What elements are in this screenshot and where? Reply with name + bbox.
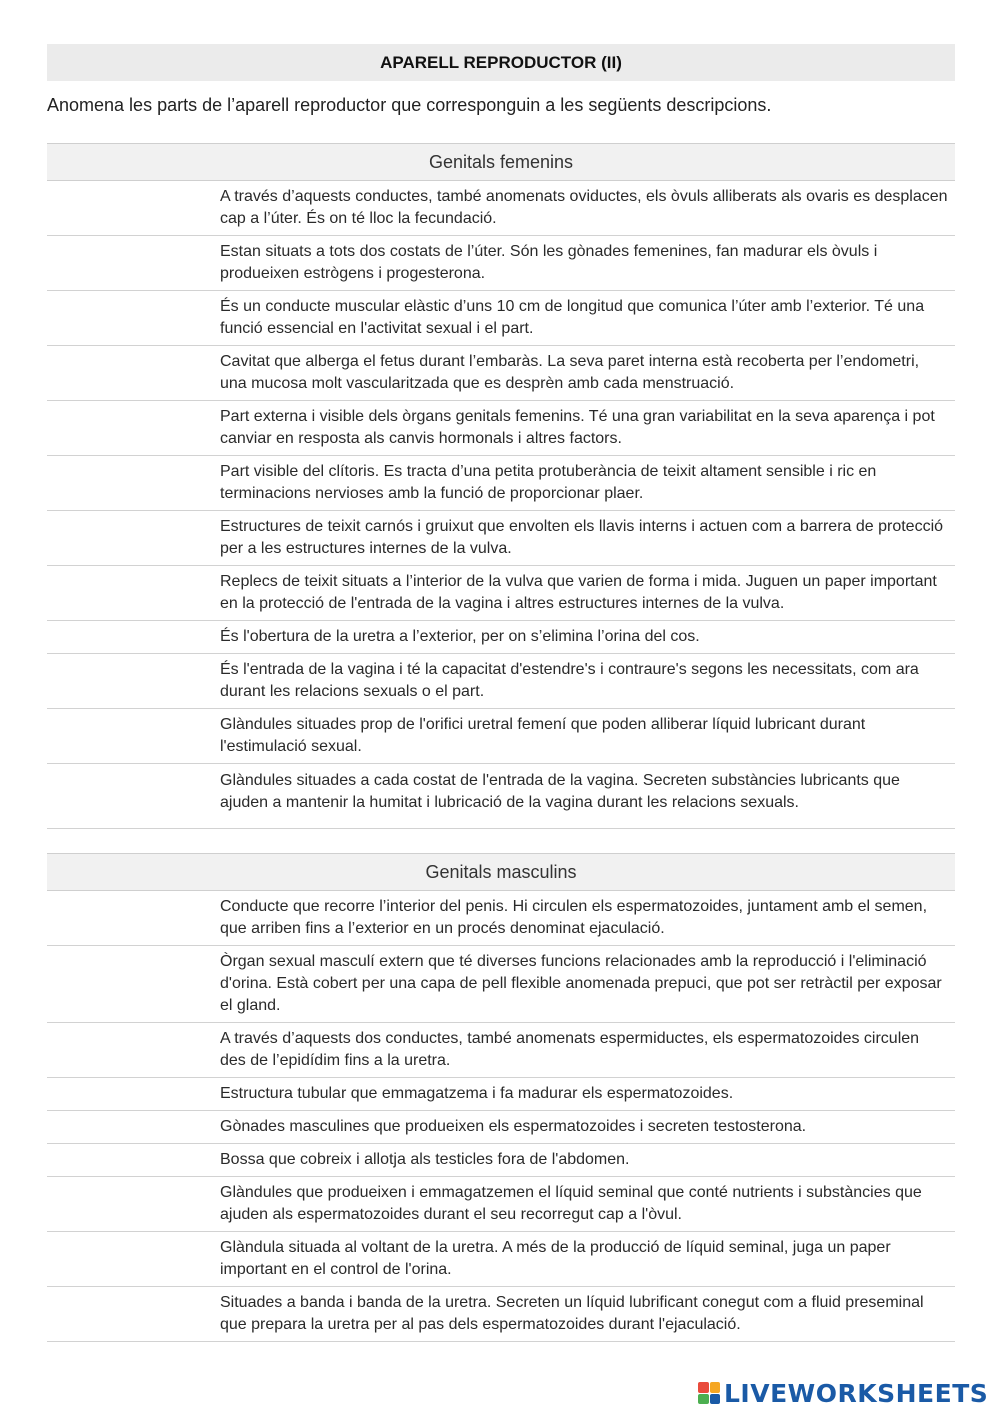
answer-row xyxy=(47,401,955,456)
answer-row xyxy=(47,621,955,654)
answer-input[interactable] xyxy=(47,621,220,653)
answer-row xyxy=(47,181,955,236)
answer-list xyxy=(47,891,955,1342)
answer-row xyxy=(47,709,955,764)
answer-row xyxy=(47,511,955,566)
description-text: A través d’aquests dos conductes, també anomenats espermiductes, els espermatozoides circulen des de l’epidídim fins a la uretra. xyxy=(220,1030,920,1069)
description-text: A través d’aquests conductes, també anomenats oviductes, els òvuls alliberats als ovaris es desplacen cap a l’úter. És on té lloc la fecundació. xyxy=(220,188,948,227)
answer-row xyxy=(47,1144,955,1177)
description-text: És un conducte muscular elàstic d’uns 10 cm de longitud que comunica l’úter amb l’exterior. Té una funció essencial en l'activitat sexual i el part. xyxy=(220,298,925,337)
description-text: Òrgan sexual masculí extern que té diverses funcions relacionades amb la reproducció i l'eliminació d'orina. Està cobert per una capa de pell flexible anomenada prepuci, que pot ser retràctil per exposar el gland. xyxy=(220,953,942,1014)
description-text: Estructures de teixit carnós i gruixut que envolten els llavis interns i actuen com a barrera de protecció per a les estructures internes de la vulva. xyxy=(220,518,944,557)
description-text: Situades a banda i banda de la uretra. Secreten un líquid lubrificant conegut com a fluid preseminal que prepara la uretra per al pas dels espermatozoides durant l'ejaculació. xyxy=(220,1294,924,1333)
answer-input[interactable] xyxy=(47,511,220,565)
answer-row xyxy=(47,654,955,709)
description-text: Conducte que recorre l’interior del penis. Hi circulen els espermatozoides, juntament amb el semen, que arriben fins a l’exterior en un procés denominat ejaculació. xyxy=(220,898,928,937)
description-text: Estructura tubular que emmagatzema i fa madurar els espermatozoides. xyxy=(220,1085,734,1102)
answer-input[interactable] xyxy=(47,291,220,345)
answer-input[interactable] xyxy=(47,456,220,510)
answer-input[interactable] xyxy=(47,1111,220,1143)
description-text: Glàndules situades a cada costat de l'entrada de la vagina. Secreten substàncies lubricants que ajuden a mantenir la humitat i lubricació de la vagina durant les relacions sexuals. xyxy=(220,772,900,811)
description-text: Glàndula situada al voltant de la uretra. A més de la producció de líquid seminal, juga un paper important en el control de l'orina. xyxy=(220,1239,891,1278)
answer-row xyxy=(47,1078,955,1111)
logo-square xyxy=(710,1382,721,1393)
description-text: És l'obertura de la uretra a l’exterior, per on s’elimina l’orina del cos. xyxy=(220,628,700,645)
answer-input[interactable] xyxy=(47,401,220,455)
answer-row xyxy=(47,291,955,346)
description-text: Cavitat que alberga el fetus durant l’embaràs. La seva paret interna està recoberta per l’endometri, una mucosa molt vascularitzada que es desprèn amb cada menstruació. xyxy=(220,353,920,392)
answer-input[interactable] xyxy=(47,181,220,235)
answer-row xyxy=(47,456,955,511)
logo-text: LIVEWORKSHEETS xyxy=(724,1378,989,1408)
answer-list xyxy=(47,181,955,829)
answer-row xyxy=(47,346,955,401)
liveworksheets-logo xyxy=(698,1376,988,1410)
worksheet-title: APARELL REPRODUCTOR (II) xyxy=(47,44,955,81)
answer-row xyxy=(47,891,955,946)
description-text: Bossa que cobreix i allotja als testicles fora de l'abdomen. xyxy=(220,1151,630,1168)
logo-mark-icon xyxy=(698,1382,720,1404)
answer-row xyxy=(47,236,955,291)
answer-input[interactable] xyxy=(47,709,220,763)
answer-input[interactable] xyxy=(47,891,220,945)
description-text: Replecs de teixit situats a l’interior de la vulva que varien de forma i mida. Juguen un paper important en la protecció de l'entrada de la vagina i altres estructures internes de la vulva. xyxy=(220,573,937,612)
section-header: Genitals femenins xyxy=(47,143,955,181)
section-header: Genitals masculins xyxy=(47,853,955,891)
logo-square xyxy=(710,1394,721,1405)
answer-input[interactable] xyxy=(47,1287,220,1341)
instructions-text: Anomena les parts de l’aparell reproductor que corresponguin a les següents descripcions. xyxy=(47,95,772,115)
description-text: Glàndules que produeixen i emmagatzemen el líquid seminal que conté nutrients i substàncies que ajuden als espermatozoides durant el seu recorregut cap a l'òvul. xyxy=(220,1184,922,1223)
answer-input[interactable] xyxy=(47,1232,220,1286)
description-text: És l'entrada de la vagina i té la capacitat d'estendre's i contraure's segons les necessitats, com ara durant les relacions sexuals o el part. xyxy=(220,661,919,700)
logo-square xyxy=(698,1394,709,1405)
description-text: Glàndules situades prop de l'orifici uretral femení que poden alliberar líquid lubricant durant l'estimulació sexual. xyxy=(220,716,866,755)
logo-square xyxy=(698,1382,709,1393)
answer-row xyxy=(47,1111,955,1144)
description-text: Gònades masculines que produeixen els espermatozoides i secreten testosterona. xyxy=(220,1118,807,1135)
answer-input[interactable] xyxy=(47,1023,220,1077)
answer-row xyxy=(47,1232,955,1287)
answer-row xyxy=(47,1023,955,1078)
answer-input[interactable] xyxy=(47,1177,220,1231)
answer-row xyxy=(47,946,955,1023)
female-genitals-section xyxy=(47,143,955,829)
description-text: Part visible del clítoris. Es tracta d’una petita protuberància de teixit altament sensible i ric en terminacions nervioses amb la funció de proporcionar plaer. xyxy=(220,463,877,502)
male-genitals-section xyxy=(47,853,955,1342)
answer-input[interactable] xyxy=(47,1144,220,1176)
answer-input[interactable] xyxy=(47,946,220,1022)
answer-input[interactable] xyxy=(47,1078,220,1110)
answer-input[interactable] xyxy=(47,566,220,620)
answer-input[interactable] xyxy=(47,346,220,400)
answer-row xyxy=(47,1177,955,1232)
description-text: Part externa i visible dels òrgans genitals femenins. Té una gran variabilitat en la seva aparença i pot canviar en resposta als canvis hormonals i altres factors. xyxy=(220,408,935,447)
description-text: Estan situats a tots dos costats de l’úter. Són les gònades femenines, fan madurar els òvuls i produeixen estrògens i progesterona. xyxy=(220,243,878,282)
answer-input[interactable] xyxy=(47,770,220,828)
answer-row xyxy=(47,566,955,621)
answer-row xyxy=(47,1287,955,1342)
answer-input[interactable] xyxy=(47,654,220,708)
answer-row xyxy=(47,764,955,829)
answer-input[interactable] xyxy=(47,236,220,290)
